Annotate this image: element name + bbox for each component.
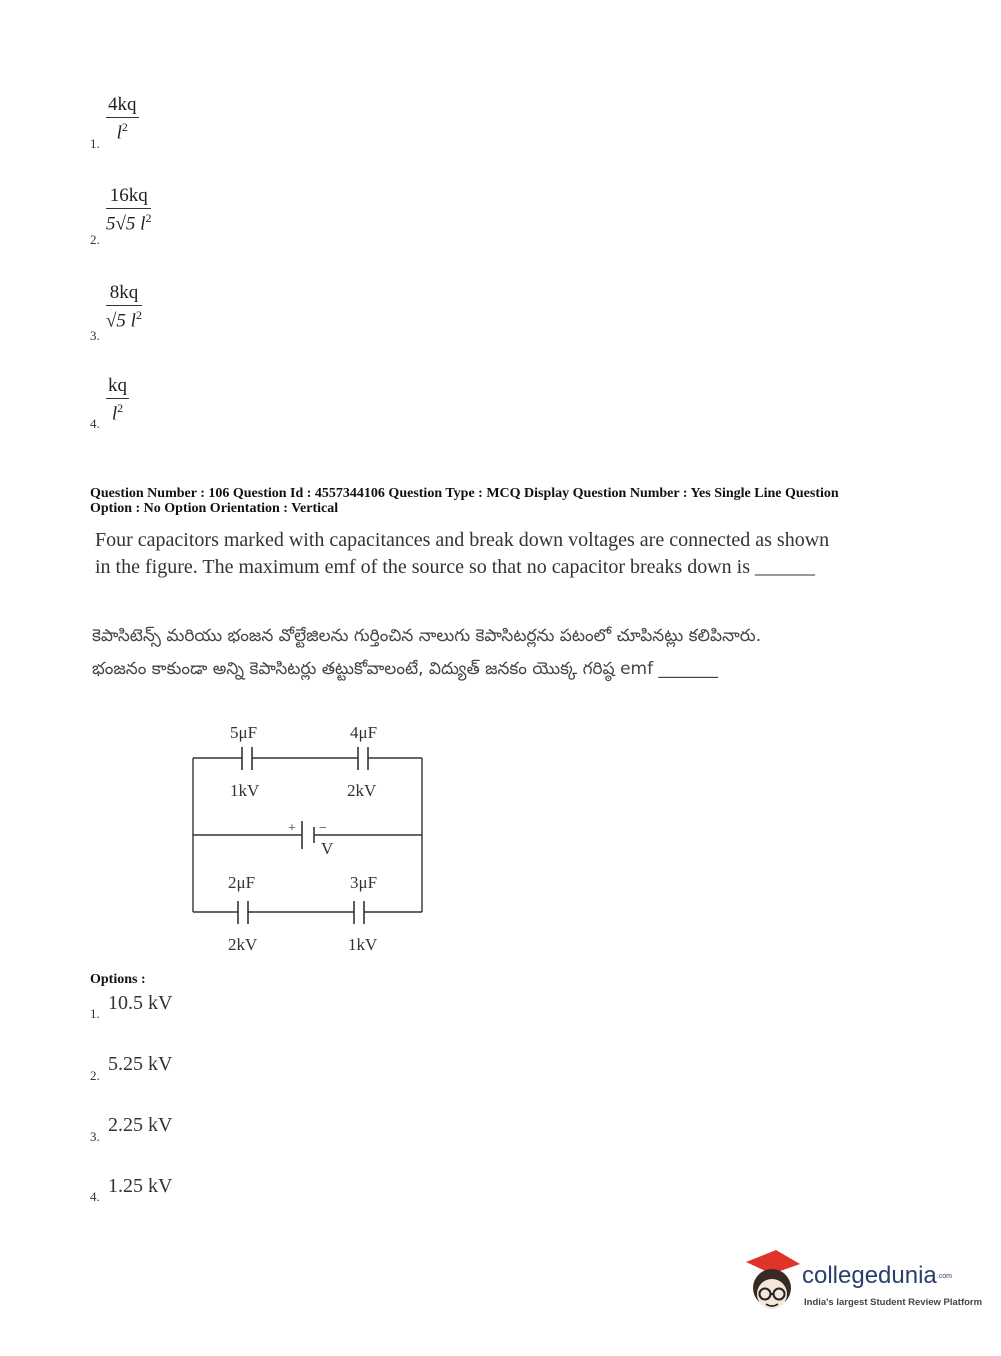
logo-name: collegedunia [802,1262,937,1289]
option-number: 3. [90,328,100,343]
option-number: 4. [90,416,100,431]
option-number: 1. [90,136,100,151]
denominator-text: l [111,403,118,425]
option-value: 5.25 kV [108,1053,173,1075]
denominator-text: 5√5 l [106,213,146,235]
battery-label: V [321,839,334,858]
question-line-2: in the figure. The maximum emf of the source so that no capacitor breaks down is ______ [95,556,815,578]
fraction [106,283,142,330]
mascot-icon [738,1248,800,1314]
battery-plus: + [288,821,296,836]
fraction [106,376,129,423]
option-number: 2. [90,232,100,247]
question-line-1: Four capacitors marked with capacitances and break down voltages are connected as shown [95,529,830,551]
fraction-denominator [106,118,139,142]
option-number: 2. [90,1068,100,1083]
collegedunia-logo [738,1248,983,1318]
question-meta [90,486,950,516]
question-text-telugu [92,620,912,686]
options-heading: Options : [90,972,146,987]
c1-breakdown: 1kV [230,781,260,800]
c3-capacitance: 2μF [228,873,256,892]
c2-breakdown: 2kV [347,781,377,800]
c2-capacitance: 4μF [350,723,378,742]
fraction-denominator [106,209,151,233]
meta-line-2: Option : No Option Orientation : Vertical [90,501,339,516]
fraction-numerator: 4kq [106,95,139,118]
battery-minus: − [319,821,327,836]
c4-breakdown: 1kV [348,935,378,954]
fraction-numerator: 8kq [106,283,142,306]
option-number: 4. [90,1189,100,1204]
meta-line-1: Question Number : 106 Question Id : 4557344106 Question Type : MCQ Display Question Number : Yes Single Line Question [90,486,839,501]
fraction-numerator: 16kq [106,186,151,209]
fraction-denominator [106,306,142,330]
telugu-line-1: కెపాసిటెన్స్ మరియు భంజన వోల్టేజిలను గుర్తించిన నాలుగు కెపాసిటర్లను పటంలో చూపినట్లు కలిపినారు. [92,626,762,646]
logo-suffix: .com [936,1273,952,1281]
option-number: 1. [90,1006,100,1021]
fraction [106,95,139,142]
c3-breakdown: 2kV [228,935,258,954]
option-value: 1.25 kV [108,1175,173,1197]
circuit-diagram [180,715,440,965]
denominator-text: √5 l [106,310,136,332]
exponent: 2 [135,308,142,322]
logo-wordmark [802,1262,952,1290]
fraction-denominator [106,399,129,423]
fraction-numerator: kq [106,376,129,399]
exponent: 2 [145,211,152,225]
logo-tagline: India's largest Student Review Platform [804,1297,983,1308]
fraction [106,186,151,233]
telugu-line-2: భంజనం కాకుండా అన్ని కెపాసిటర్లు తట్టుకోవాలంటే, విద్యుత్ జనకం యొక్క గరిష్ఠ emf _______ [92,659,718,679]
option-number: 3. [90,1129,100,1144]
c1-capacitance: 5μF [230,723,258,742]
denominator-text: l [116,122,122,144]
option-value: 2.25 kV [108,1114,173,1136]
question-text-english [95,527,895,581]
exponent: 2 [117,401,124,415]
c4-capacitance: 3μF [350,873,378,892]
option-value: 10.5 kV [108,992,173,1014]
exponent: 2 [121,120,128,134]
